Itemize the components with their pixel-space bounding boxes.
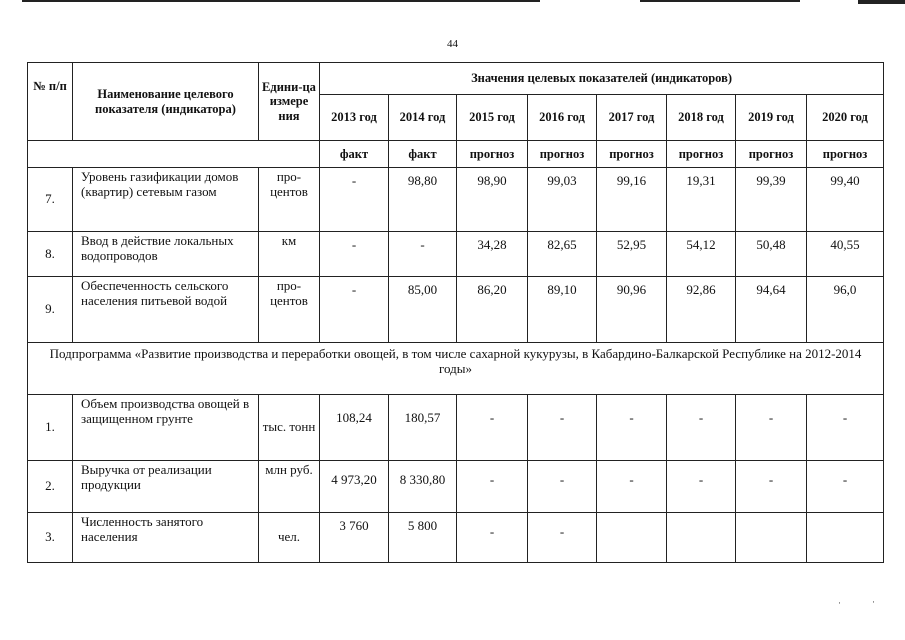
row-value: 92,86 bbox=[667, 277, 736, 343]
row-unit: про-центов bbox=[259, 168, 320, 232]
row-value: - bbox=[320, 277, 389, 343]
row-value: 82,65 bbox=[528, 232, 597, 277]
type-cell: факт bbox=[320, 141, 389, 168]
row-value: 52,95 bbox=[597, 232, 667, 277]
year-cell: 2019 год bbox=[736, 95, 807, 141]
top-rule-left bbox=[22, 0, 540, 2]
row-value: - bbox=[807, 395, 884, 461]
header-unit: Едини-ца измере ния bbox=[259, 63, 320, 141]
row-value bbox=[667, 513, 736, 563]
table-row bbox=[28, 513, 884, 563]
row-value: - bbox=[736, 461, 807, 513]
row-value: - bbox=[320, 232, 389, 277]
row-value: 3 760 bbox=[320, 513, 389, 563]
row-value: 99,16 bbox=[597, 168, 667, 232]
year-cell: 2017 год bbox=[597, 95, 667, 141]
row-number: 7. bbox=[28, 168, 73, 232]
row-value: - bbox=[736, 395, 807, 461]
row-value: - bbox=[320, 168, 389, 232]
table-row bbox=[28, 395, 884, 461]
indicator-table bbox=[27, 62, 884, 563]
row-value: - bbox=[597, 461, 667, 513]
row-unit: млн руб. bbox=[259, 461, 320, 513]
row-value: 19,31 bbox=[667, 168, 736, 232]
row-value: - bbox=[457, 395, 528, 461]
row-value bbox=[597, 513, 667, 563]
scan-mark: · bbox=[872, 597, 875, 607]
row-number: 1. bbox=[28, 395, 73, 461]
row-value: 99,39 bbox=[736, 168, 807, 232]
row-name: Ввод в действие локальных водопроводов bbox=[73, 232, 259, 277]
row-value bbox=[736, 513, 807, 563]
row-number: 9. bbox=[28, 277, 73, 343]
scan-mark: · bbox=[838, 598, 841, 608]
row-value: - bbox=[528, 461, 597, 513]
row-value: 34,28 bbox=[457, 232, 528, 277]
row-value: 99,03 bbox=[528, 168, 597, 232]
type-cell: прогноз bbox=[807, 141, 884, 168]
type-cell: прогноз bbox=[736, 141, 807, 168]
type-cell: прогноз bbox=[667, 141, 736, 168]
row-value: 86,20 bbox=[457, 277, 528, 343]
row-value: 8 330,80 bbox=[389, 461, 457, 513]
table-row bbox=[28, 168, 884, 232]
row-value: 98,90 bbox=[457, 168, 528, 232]
row-name: Численность занятого населения bbox=[73, 513, 259, 563]
year-cell: 2016 год bbox=[528, 95, 597, 141]
type-cell: прогноз bbox=[528, 141, 597, 168]
row-value: 99,40 bbox=[807, 168, 884, 232]
row-value: 94,64 bbox=[736, 277, 807, 343]
row-value: - bbox=[528, 513, 597, 563]
row-value bbox=[807, 513, 884, 563]
row-name: Уровень газификации домов (квартир) сетевым газом bbox=[73, 168, 259, 232]
type-cell: прогноз bbox=[597, 141, 667, 168]
header-row-1 bbox=[28, 63, 884, 95]
row-value: - bbox=[667, 395, 736, 461]
row-value: 108,24 bbox=[320, 395, 389, 461]
row-value: 50,48 bbox=[736, 232, 807, 277]
row-value: - bbox=[667, 461, 736, 513]
row-value: 89,10 bbox=[528, 277, 597, 343]
row-name: Объем производства овощей в защищенном грунте bbox=[73, 395, 259, 461]
row-value: 96,0 bbox=[807, 277, 884, 343]
year-cell: 2014 год bbox=[389, 95, 457, 141]
row-value: 4 973,20 bbox=[320, 461, 389, 513]
row-value: - bbox=[457, 461, 528, 513]
row-value: 54,12 bbox=[667, 232, 736, 277]
row-value: 98,80 bbox=[389, 168, 457, 232]
subprogram-row bbox=[28, 343, 884, 395]
row-value: 5 800 bbox=[389, 513, 457, 563]
type-cell: факт bbox=[389, 141, 457, 168]
row-value: 85,00 bbox=[389, 277, 457, 343]
row-unit: тыс. тонн bbox=[259, 395, 320, 461]
row-value: - bbox=[457, 513, 528, 563]
row-name: Выручка от реализации продукции bbox=[73, 461, 259, 513]
year-cell: 2015 год bbox=[457, 95, 528, 141]
types-empty-cell bbox=[28, 141, 320, 168]
row-value: - bbox=[389, 232, 457, 277]
header-name: Наименование целевого показателя (индикатора) bbox=[73, 63, 259, 141]
page-number: 44 bbox=[447, 38, 458, 50]
row-value: - bbox=[807, 461, 884, 513]
row-value: 180,57 bbox=[389, 395, 457, 461]
year-cell: 2018 год bbox=[667, 95, 736, 141]
table-row bbox=[28, 232, 884, 277]
row-value: 40,55 bbox=[807, 232, 884, 277]
header-row-types bbox=[28, 141, 884, 168]
header-values: Значения целевых показателей (индикаторов) bbox=[320, 63, 884, 95]
row-value: - bbox=[528, 395, 597, 461]
row-unit: про-центов bbox=[259, 277, 320, 343]
top-rule-corner bbox=[858, 0, 905, 4]
subprogram-title: Подпрограмма «Развитие производства и переработки овощей, в том числе сахарной кукурузы, в Кабардино-Балкарской Республике на 2012-2014 годы» bbox=[28, 343, 884, 395]
row-unit: чел. bbox=[259, 513, 320, 563]
row-unit: км bbox=[259, 232, 320, 277]
row-name: Обеспеченность сельского населения питьевой водой bbox=[73, 277, 259, 343]
top-rule-right bbox=[640, 0, 800, 2]
row-value: 90,96 bbox=[597, 277, 667, 343]
row-number: 2. bbox=[28, 461, 73, 513]
row-value: - bbox=[597, 395, 667, 461]
table-row bbox=[28, 277, 884, 343]
table-row bbox=[28, 461, 884, 513]
row-number: 8. bbox=[28, 232, 73, 277]
header-no: № п/п bbox=[28, 63, 73, 141]
row-number: 3. bbox=[28, 513, 73, 563]
year-cell: 2013 год bbox=[320, 95, 389, 141]
type-cell: прогноз bbox=[457, 141, 528, 168]
year-cell: 2020 год bbox=[807, 95, 884, 141]
